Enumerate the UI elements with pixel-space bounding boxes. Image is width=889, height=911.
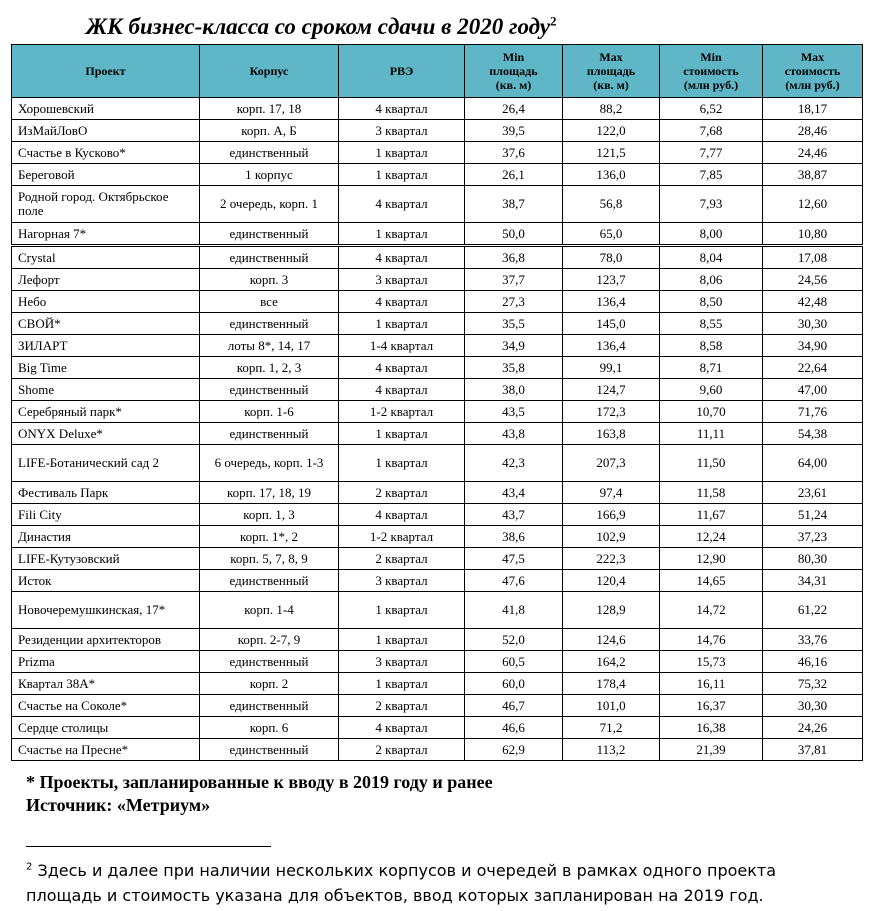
building-cell: корп. 2 [200,673,339,695]
project-cell: Береговой [12,164,200,186]
max-area-cell: 136,4 [563,335,660,357]
min-price-cell: 15,73 [660,651,763,673]
building-cell: лоты 8*, 14, 17 [200,335,339,357]
building-cell: единственный [200,313,339,335]
max-area-cell: 88,2 [563,98,660,120]
project-cell: Счастье в Кусково* [12,142,200,164]
max-area-cell: 56,8 [563,186,660,223]
max-price-cell: 23,61 [763,482,863,504]
max-price-cell: 30,30 [763,695,863,717]
min-area-cell: 43,8 [465,423,563,445]
max-price-cell: 24,46 [763,142,863,164]
building-cell: корп. 2-7, 9 [200,629,339,651]
table-body [12,98,863,761]
min-area-cell: 34,9 [465,335,563,357]
max-area-cell: 163,8 [563,423,660,445]
rve-cell: 1 квартал [339,673,465,695]
building-cell: единственный [200,695,339,717]
max-price-cell: 37,81 [763,739,863,761]
min-price-cell: 7,77 [660,142,763,164]
min-price-cell: 8,58 [660,335,763,357]
min-price-cell: 8,04 [660,246,763,269]
min-area-cell: 36,8 [465,246,563,269]
min-price-cell: 8,50 [660,291,763,313]
max-area-cell: 124,7 [563,379,660,401]
min-price-cell: 14,65 [660,570,763,592]
min-area-cell: 26,1 [465,164,563,186]
rve-cell: 1 квартал [339,142,465,164]
min-price-cell: 14,76 [660,629,763,651]
table-row [12,142,863,164]
table-row [12,629,863,651]
max-price-cell: 80,30 [763,548,863,570]
rve-cell: 4 квартал [339,717,465,739]
min-price-cell: 9,60 [660,379,763,401]
rve-cell: 4 квартал [339,357,465,379]
table-row [12,357,863,379]
project-cell: Crystal [12,246,200,269]
project-cell: Shome [12,379,200,401]
table-row [12,313,863,335]
min-area-cell: 46,7 [465,695,563,717]
max-area-cell: 207,3 [563,445,660,482]
min-price-cell: 16,11 [660,673,763,695]
min-area-cell: 41,8 [465,592,563,629]
project-cell: Родной город. Октябрьское поле [12,186,200,223]
building-cell: 6 очередь, корп. 1-3 [200,445,339,482]
table-row [12,164,863,186]
min-price-cell: 12,90 [660,548,763,570]
rve-cell: 1 квартал [339,445,465,482]
building-cell: корп. 17, 18 [200,98,339,120]
max-price-cell: 22,64 [763,357,863,379]
min-area-cell: 35,8 [465,357,563,379]
project-cell: Fili City [12,504,200,526]
rve-cell: 4 квартал [339,291,465,313]
min-area-cell: 47,5 [465,548,563,570]
min-price-cell: 21,39 [660,739,763,761]
min-area-cell: 27,3 [465,291,563,313]
header-min-area: Min площадь (кв. м) [465,45,563,98]
max-area-cell: 65,0 [563,223,660,246]
building-cell: 2 очередь, корп. 1 [200,186,339,223]
rve-cell: 1 квартал [339,592,465,629]
table-row [12,98,863,120]
building-cell: единственный [200,379,339,401]
max-area-cell: 178,4 [563,673,660,695]
max-price-cell: 30,30 [763,313,863,335]
note-source: Источник: «Метриум» [26,795,211,815]
rve-cell: 4 квартал [339,246,465,269]
project-cell: Исток [12,570,200,592]
max-area-cell: 164,2 [563,651,660,673]
project-cell: Нагорная 7* [12,223,200,246]
header-rve: РВЭ [339,45,465,98]
building-cell: единственный [200,570,339,592]
min-price-cell: 8,55 [660,313,763,335]
min-price-cell: 8,06 [660,269,763,291]
max-area-cell: 145,0 [563,313,660,335]
table-row [12,739,863,761]
min-area-cell: 62,9 [465,739,563,761]
building-cell: корп. 1-6 [200,401,339,423]
building-cell: единственный [200,651,339,673]
table-row [12,120,863,142]
project-cell: Новочеремушкинская, 17* [12,592,200,629]
rve-cell: 1-2 квартал [339,401,465,423]
table-row [12,335,863,357]
min-area-cell: 50,0 [465,223,563,246]
rve-cell: 3 квартал [339,570,465,592]
rve-cell: 2 квартал [339,739,465,761]
project-cell: ONYX Deluxe* [12,423,200,445]
project-cell: Счастье на Пресне* [12,739,200,761]
page-title [86,14,556,40]
max-area-cell: 101,0 [563,695,660,717]
project-cell: Big Time [12,357,200,379]
building-cell: корп. 6 [200,717,339,739]
max-area-cell: 121,5 [563,142,660,164]
min-price-cell: 11,67 [660,504,763,526]
table-row [12,592,863,629]
building-cell: корп. 1*, 2 [200,526,339,548]
max-price-cell: 12,60 [763,186,863,223]
max-price-cell: 64,00 [763,445,863,482]
project-cell: ИзМайЛовО [12,120,200,142]
rve-cell: 2 квартал [339,482,465,504]
building-cell: корп. А, Б [200,120,339,142]
project-cell: LIFE-Ботанический сад 2 [12,445,200,482]
title-footnote-mark: 2 [549,13,557,29]
project-cell: Хорошевский [12,98,200,120]
min-area-cell: 60,5 [465,651,563,673]
table-row [12,246,863,269]
project-cell: Лефорт [12,269,200,291]
min-area-cell: 43,7 [465,504,563,526]
project-cell: LIFE-Кутузовский [12,548,200,570]
max-price-cell: 24,56 [763,269,863,291]
max-area-cell: 172,3 [563,401,660,423]
project-cell: Серебряный парк* [12,401,200,423]
building-cell: 1 корпус [200,164,339,186]
project-cell: Фестиваль Парк [12,482,200,504]
max-area-cell: 136,4 [563,291,660,313]
table-row [12,504,863,526]
project-cell: Сердце столицы [12,717,200,739]
max-price-cell: 10,80 [763,223,863,246]
project-cell: ЗИЛАРТ [12,335,200,357]
building-cell: все [200,291,339,313]
min-price-cell: 7,68 [660,120,763,142]
building-cell: корп. 1, 3 [200,504,339,526]
footnote-mark: 2 [26,861,33,873]
max-area-cell: 99,1 [563,357,660,379]
building-cell: корп. 5, 7, 8, 9 [200,548,339,570]
rve-cell: 4 квартал [339,98,465,120]
project-cell: Prizma [12,651,200,673]
max-area-cell: 71,2 [563,717,660,739]
project-cell: Резиденции архитекторов [12,629,200,651]
min-price-cell: 16,37 [660,695,763,717]
min-price-cell: 10,70 [660,401,763,423]
max-price-cell: 34,31 [763,570,863,592]
table-row [12,548,863,570]
table-row [12,526,863,548]
rve-cell: 4 квартал [339,379,465,401]
building-cell: единственный [200,223,339,246]
rve-cell: 3 квартал [339,651,465,673]
max-area-cell: 128,9 [563,592,660,629]
table-row [12,445,863,482]
table-row [12,186,863,223]
min-price-cell: 14,72 [660,592,763,629]
header-max-area: Max площадь (кв. м) [563,45,660,98]
table-header-row [12,45,863,98]
project-cell: СВОЙ* [12,313,200,335]
table-row [12,223,863,246]
rve-cell: 4 квартал [339,186,465,223]
min-price-cell: 12,24 [660,526,763,548]
building-cell: единственный [200,142,339,164]
min-area-cell: 42,3 [465,445,563,482]
rve-cell: 2 квартал [339,695,465,717]
min-area-cell: 52,0 [465,629,563,651]
table-row [12,291,863,313]
note-asterisk: * Проекты, запланированные к вводу в 2019 году и ранее [26,772,493,792]
rve-cell: 1 квартал [339,164,465,186]
table-row [12,269,863,291]
min-price-cell: 6,52 [660,98,763,120]
table-row [12,423,863,445]
min-price-cell: 16,38 [660,717,763,739]
rve-cell: 1 квартал [339,223,465,246]
footnote-divider [26,846,271,847]
max-area-cell: 124,6 [563,629,660,651]
min-area-cell: 43,5 [465,401,563,423]
rve-cell: 1 квартал [339,423,465,445]
max-price-cell: 28,46 [763,120,863,142]
min-price-cell: 8,71 [660,357,763,379]
header-max-price: Max стоимость (млн руб.) [763,45,863,98]
min-area-cell: 39,5 [465,120,563,142]
min-area-cell: 46,6 [465,717,563,739]
footnote [26,858,846,908]
table-row [12,379,863,401]
max-area-cell: 222,3 [563,548,660,570]
min-area-cell: 37,6 [465,142,563,164]
max-area-cell: 166,9 [563,504,660,526]
max-area-cell: 120,4 [563,570,660,592]
max-price-cell: 17,08 [763,246,863,269]
max-price-cell: 47,00 [763,379,863,401]
rve-cell: 4 квартал [339,504,465,526]
building-cell: единственный [200,423,339,445]
table-row [12,695,863,717]
projects-table [11,44,863,761]
building-cell: корп. 17, 18, 19 [200,482,339,504]
table-row [12,482,863,504]
max-price-cell: 33,76 [763,629,863,651]
min-price-cell: 11,50 [660,445,763,482]
max-price-cell: 38,87 [763,164,863,186]
rve-cell: 1-4 квартал [339,335,465,357]
max-area-cell: 122,0 [563,120,660,142]
min-area-cell: 43,4 [465,482,563,504]
rve-cell: 1-2 квартал [339,526,465,548]
building-cell: корп. 3 [200,269,339,291]
header-min-price: Min стоимость (млн руб.) [660,45,763,98]
max-price-cell: 37,23 [763,526,863,548]
building-cell: единственный [200,246,339,269]
project-cell: Счастье на Соколе* [12,695,200,717]
max-price-cell: 75,32 [763,673,863,695]
min-area-cell: 35,5 [465,313,563,335]
max-area-cell: 78,0 [563,246,660,269]
min-area-cell: 38,0 [465,379,563,401]
max-price-cell: 61,22 [763,592,863,629]
max-area-cell: 136,0 [563,164,660,186]
min-area-cell: 60,0 [465,673,563,695]
rve-cell: 1 квартал [339,313,465,335]
rve-cell: 3 квартал [339,269,465,291]
building-cell: единственный [200,739,339,761]
max-area-cell: 102,9 [563,526,660,548]
max-price-cell: 71,76 [763,401,863,423]
table-row [12,570,863,592]
min-price-cell: 7,85 [660,164,763,186]
min-price-cell: 11,58 [660,482,763,504]
max-price-cell: 46,16 [763,651,863,673]
header-project: Проект [12,45,200,98]
min-price-cell: 8,00 [660,223,763,246]
project-cell: Династия [12,526,200,548]
max-price-cell: 54,38 [763,423,863,445]
table-row [12,401,863,423]
min-area-cell: 37,7 [465,269,563,291]
rve-cell: 3 квартал [339,120,465,142]
max-area-cell: 123,7 [563,269,660,291]
project-cell: Небо [12,291,200,313]
building-cell: корп. 1-4 [200,592,339,629]
max-area-cell: 113,2 [563,739,660,761]
building-cell: корп. 1, 2, 3 [200,357,339,379]
table-row [12,717,863,739]
rve-cell: 1 квартал [339,629,465,651]
min-area-cell: 38,6 [465,526,563,548]
max-price-cell: 18,17 [763,98,863,120]
title-text: ЖК бизнес-класса со сроком сдачи в 2020 году [86,14,550,39]
max-price-cell: 51,24 [763,504,863,526]
max-area-cell: 97,4 [563,482,660,504]
notes-block [26,771,493,817]
min-price-cell: 11,11 [660,423,763,445]
table-row [12,651,863,673]
max-price-cell: 42,48 [763,291,863,313]
project-cell: Квартал 38А* [12,673,200,695]
min-area-cell: 26,4 [465,98,563,120]
min-area-cell: 38,7 [465,186,563,223]
rve-cell: 2 квартал [339,548,465,570]
min-area-cell: 47,6 [465,570,563,592]
max-price-cell: 34,90 [763,335,863,357]
footnote-text: Здесь и далее при наличии нескольких корпусов и очередей в рамках одного проекта площадь и стоимость указана для объектов, ввод которых запланирован на 2019 год. [26,861,777,905]
min-price-cell: 7,93 [660,186,763,223]
max-price-cell: 24,26 [763,717,863,739]
header-building: Корпус [200,45,339,98]
table-row [12,673,863,695]
